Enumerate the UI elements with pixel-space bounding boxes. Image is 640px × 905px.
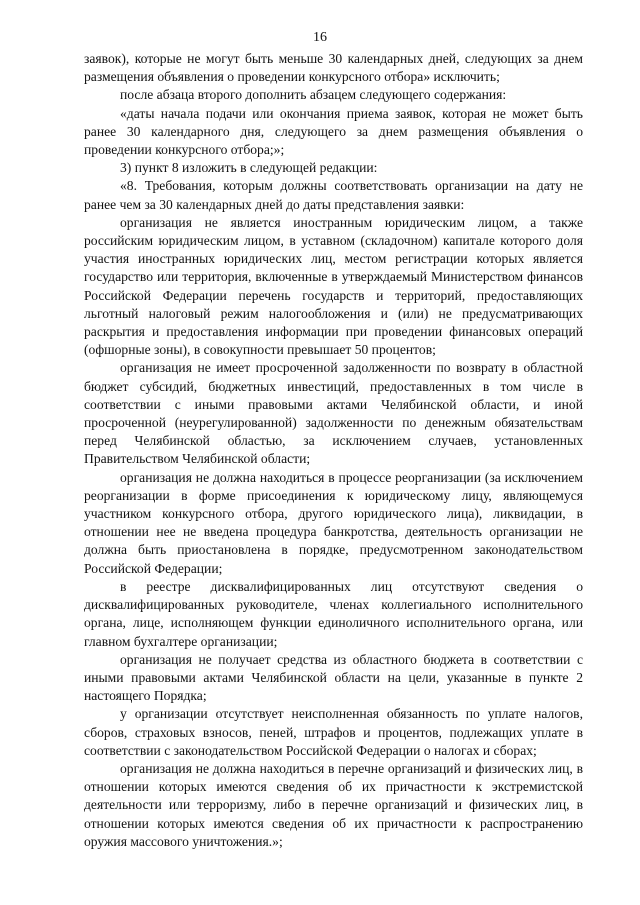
paragraph-11: у организации отсутствует неисполненная обязанность по уплате налогов, сборов, страховых взносов, пеней, штрафов и процентов, подлежащих уплате в соответствии с законодательством Российской Федерации о налогах и сборах; <box>84 706 583 758</box>
paragraph-1: заявок), которые не могут быть меньше 30 календарных дней, следующих за днем размещения объявления о проведении конкурсного отбора» исключить; <box>84 51 583 85</box>
paragraph-6: организация не является иностранным юридическим лицом, а также российским юридическим лицом, в уставном (складочном) капитале которого доля участия иностранных юридических лиц, местом регистрации которых является государство или территория, включенные в утверждаемый Министерством финансов Российской Федерации перечень государств и территорий, предоставляющих льготный налоговый режим налогообложения и (или) не предусматривающих раскрытия и предоставления информации при проведении финансовых операций (офшорные зоны), в совокупности превышает 50 процентов; <box>84 214 583 358</box>
paragraph-8: организация не должна находиться в процессе реорганизации (за исключением реорганизации в форме присоединения к юридическому лицу, являющемуся участником конкурсного отбора, другого юридического лица), ликвидации, в отношении нее не введена процедура банкротства, деятельность организации не должна быть приостановлена в порядке, предусмотренном законодательством Российской Федерации; <box>84 469 583 576</box>
paragraph-3: «даты начала подачи или окончания приема заявок, которая не может быть ранее 30 календарного дня, следующего за днем размещения объявления о проведении конкурсного отбора;»; <box>84 105 583 158</box>
paragraph-12: организация не должна находиться в перечне организаций и физических лиц, в отношении которых имеются сведения об их причастности к экстремистской деятельности или терроризму, либо в перечне организаций и физических лиц, в отношении которых имеются сведения об их причастности к распространению оружия массового уничтожения.»; <box>84 760 583 849</box>
paragraph-10: организация не получает средства из областного бюджета в соответствии с иными правовыми актами Челябинской области на цели, указанные в пункте 2 настоящего Порядка; <box>84 651 583 704</box>
paragraph-4: 3) пункт 8 изложить в следующей редакции: <box>120 160 378 176</box>
paragraph-2: после абзаца второго дополнить абзацем следующего содержания: <box>120 87 507 103</box>
paragraph-5: «8. Требования, которым должны соответствовать организации на дату не ранее чем за 30 календарных дней до даты представления заявки: <box>84 178 583 212</box>
paragraph-9: в реестре дисквалифицированных лиц отсутствуют сведения о дисквалифицированных руководителе, членах коллегиального исполнительного органа, лице, исполняющем функции единоличного исполнительного органа, или главном бухгалтере организации; <box>84 578 583 649</box>
document-body <box>84 50 583 851</box>
page-number: 16 <box>313 30 327 45</box>
paragraph-7: организация не имеет просроченной задолженности по возврату в областной бюджет субсидий, бюджетных инвестиций, предоставленных в том числе в соответствии с иными правовыми актами Челябинской области, и иной просроченной (неурегулированной) задолженности по денежным обязательствам перед Челябинской областью, за исключением случаев, установленных Правительством Челябинской области; <box>84 360 583 467</box>
